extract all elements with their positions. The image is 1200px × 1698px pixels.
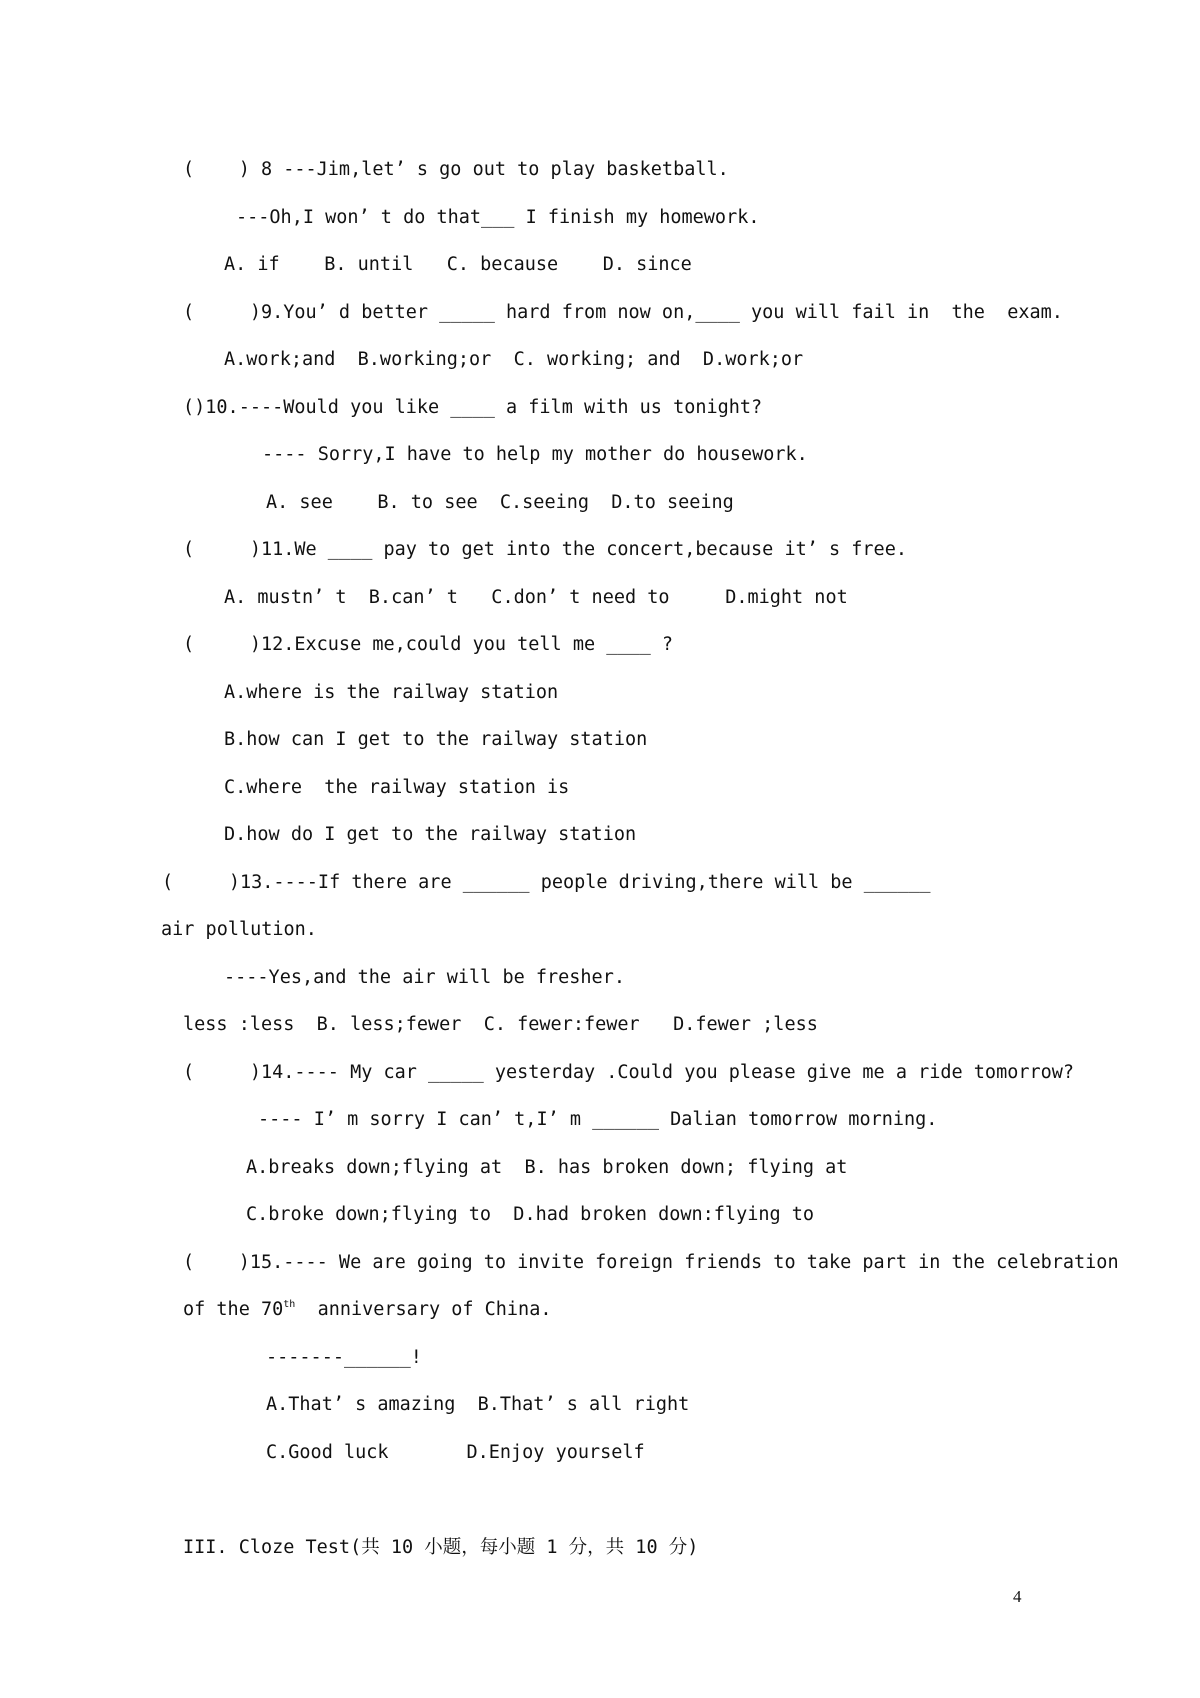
q14-options-cd: C.broke down;flying to D.had broken down:flying to bbox=[246, 1204, 815, 1225]
q12-option-a: A.where is the railway station bbox=[224, 682, 559, 703]
q12-option-d: D.how do I get to the railway station bbox=[224, 824, 637, 845]
q8-stem: ( ) 8 ---Jim,let’ s go out to play basketball. bbox=[183, 159, 729, 180]
q11-stem: ( )11.We ____ pay to get into the concert,because it’ s free. bbox=[183, 539, 907, 560]
q13-stem: ( )13.----If there are ______ people driving,there will be ______ bbox=[162, 872, 931, 893]
q9-stem: ( )9.You’ d better _____ hard from now on,____ you will fail in the exam. bbox=[183, 302, 1063, 323]
q8-options: A. if B. until C. because D. since bbox=[224, 254, 692, 275]
q8-reply: ---Oh,I won’ t do that___ I finish my homework. bbox=[236, 207, 760, 228]
q13-options: less :less B. less;fewer C. fewer:fewer D.fewer ;less bbox=[183, 1014, 818, 1035]
q14-reply: ---- I’ m sorry I can’ t,I’ m ______ Dalian tomorrow morning. bbox=[258, 1109, 938, 1130]
q14-options-ab: A.breaks down;flying at B. has broken down; flying at bbox=[246, 1157, 848, 1178]
q15-options-ab: A.That’ s amazing B.That’ s all right bbox=[266, 1394, 690, 1415]
q12-stem: ( )12.Excuse me,could you tell me ____ ? bbox=[183, 634, 674, 655]
q15-superscript: th bbox=[283, 1299, 296, 1310]
q13-reply: ----Yes,and the air will be fresher. bbox=[224, 967, 625, 988]
q15-options-cd: C.Good luck D.Enjoy yourself bbox=[266, 1442, 645, 1463]
q12-option-b: B.how can I get to the railway station bbox=[224, 729, 648, 750]
q12-option-c: C.where the railway station is bbox=[224, 777, 570, 798]
q15-stem-post: anniversary of China. bbox=[295, 1299, 552, 1320]
q11-options: A. mustn’ t B.can’ t C.don’ t need to D.might not bbox=[224, 587, 848, 608]
q15-reply: -------______! bbox=[266, 1347, 422, 1368]
section-heading: III. Cloze Test(共 10 小题，每小题 1 分，共 10 分) bbox=[183, 1537, 699, 1558]
q13-stem-continued: air pollution. bbox=[161, 919, 317, 940]
q9-options: A.work;and B.working;or C. working; and D.work;or bbox=[224, 349, 804, 370]
page-number: 4 bbox=[1013, 1587, 1022, 1606]
q10-reply: ---- Sorry,I have to help my mother do housework. bbox=[262, 444, 808, 465]
q15-stem-pre: of the 70 bbox=[183, 1299, 284, 1320]
q15-stem: ( )15.---- We are going to invite foreign friends to take part in the celebration bbox=[183, 1252, 1119, 1273]
q14-stem: ( )14.---- My car _____ yesterday .Could you please give me a ride tomorrow? bbox=[183, 1062, 1075, 1083]
q10-options: A. see B. to see C.seeing D.to seeing bbox=[266, 492, 734, 513]
q10-stem: ()10.----Would you like ____ a film with us tonight? bbox=[183, 397, 763, 418]
q15-stem-continued bbox=[183, 1298, 551, 1322]
